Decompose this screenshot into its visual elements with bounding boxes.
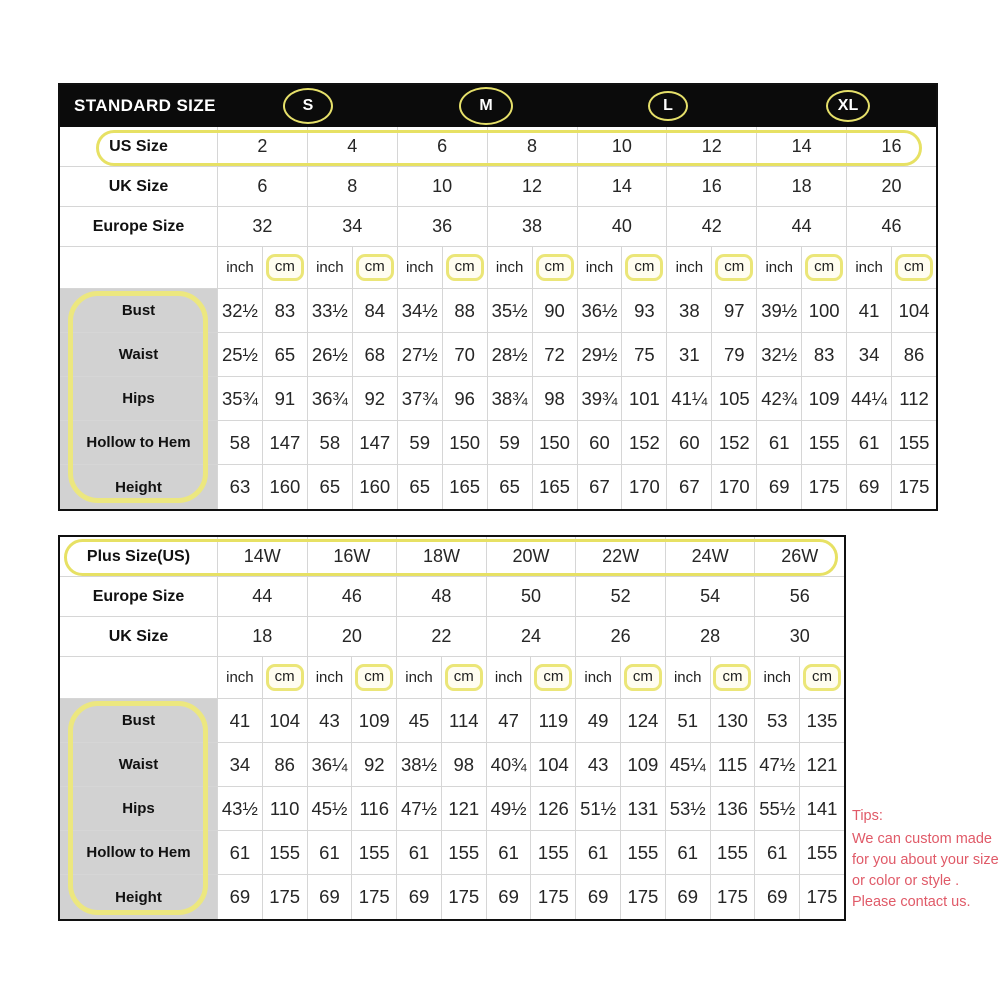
measurement-label: Hollow to Hem: [60, 421, 218, 464]
measurement-inch-value: 69: [218, 875, 263, 919]
measurement-cm-value: 72: [533, 333, 578, 376]
measurement-cm-value: 86: [263, 743, 308, 786]
measurement-row: [60, 289, 936, 333]
unit-inch-label: inch: [488, 247, 533, 288]
size-value: 14: [578, 167, 668, 206]
measurement-inch-value: 49½: [487, 787, 532, 830]
size-value: 6: [218, 167, 308, 206]
size-badge-m: M: [459, 87, 513, 125]
unit-cm-label: [352, 657, 397, 698]
measurement-cm-value: 160: [353, 465, 398, 509]
cm-highlight-box: cm: [805, 254, 843, 281]
measurement-inch-value: 38¾: [488, 377, 533, 420]
measurement-inch-value: 41¼: [667, 377, 712, 420]
measurement-inch-value: 59: [398, 421, 443, 464]
measurement-inch-value: 69: [308, 875, 353, 919]
measurement-cm-value: 101: [622, 377, 667, 420]
size-value: 44: [757, 207, 847, 246]
measurement-inch-value: 29½: [578, 333, 623, 376]
measurement-cm-value: 93: [622, 289, 667, 332]
measurement-cm-value: 175: [621, 875, 666, 919]
measurement-cm-value: 104: [263, 699, 308, 742]
unit-cm-label: [711, 657, 756, 698]
measurement-row: [60, 377, 936, 421]
size-value: 34: [308, 207, 398, 246]
size-value: 8: [488, 127, 578, 166]
measurement-inch-value: 36¼: [308, 743, 353, 786]
measurement-inch-value: 31: [667, 333, 712, 376]
measurement-cm-value: 119: [531, 699, 576, 742]
unit-cm-label: [533, 247, 578, 288]
measurement-cm-value: 155: [263, 831, 308, 874]
measurement-inch-value: 61: [397, 831, 442, 874]
measurement-inch-value: 37¾: [398, 377, 443, 420]
measurement-inch-value: 51½: [576, 787, 621, 830]
measurement-inch-value: 53½: [666, 787, 711, 830]
measurement-cm-value: 114: [442, 699, 487, 742]
unit-inch-label: inch: [578, 247, 623, 288]
measurement-cm-value: 104: [898, 299, 930, 321]
cm-highlight-box: cm: [356, 254, 394, 281]
measurement-inch-value: 58: [218, 421, 263, 464]
unit-cm-label: [531, 657, 576, 698]
measurement-cm-value: 130: [711, 699, 756, 742]
measurement-cm-value: 88: [443, 289, 488, 332]
size-value: 6: [398, 127, 488, 166]
measurement-row: [60, 333, 936, 377]
cm-highlight-box: cm: [534, 664, 572, 691]
plus-size-rows: [60, 537, 844, 919]
measurement-cm-value: 170: [712, 465, 757, 509]
measurement-inch-value: 61: [757, 421, 802, 464]
unit-cm-label: [712, 247, 757, 288]
unit-cm-label: [263, 247, 308, 288]
measurement-cm-value: 104: [531, 743, 576, 786]
measurement-cm-value: 170: [622, 465, 667, 509]
measurement-inch-value: 49: [576, 699, 621, 742]
measurement-inch-value: 61: [308, 831, 353, 874]
cm-highlight-box: cm: [713, 664, 751, 691]
size-row-label: Europe Size: [60, 207, 218, 246]
unit-row-blank: [60, 657, 218, 698]
size-badge-xl: XL: [826, 90, 870, 122]
measurement-cm-value: 100: [802, 289, 847, 332]
measurement-cm-value: 175: [806, 886, 838, 907]
unit-inch-label: inch: [397, 657, 442, 698]
measurement-cm-value: 131: [621, 787, 666, 830]
unit-inch-label: inch: [757, 247, 802, 288]
unit-cm-label: [263, 657, 308, 698]
measurement-cm-value: 68: [353, 333, 398, 376]
size-row: [60, 537, 844, 577]
measurement-inch-value: 44¼: [847, 377, 892, 420]
measurement-cm-value: 147: [263, 421, 308, 464]
measurement-cm-value: 65: [263, 333, 308, 376]
size-value: 16W: [308, 537, 398, 576]
cm-highlight-box: cm: [803, 664, 841, 691]
size-row-label: UK Size: [60, 617, 218, 656]
measurement-inch-value: 38: [667, 289, 712, 332]
measurement-cm-value: 121: [442, 787, 487, 830]
measurement-inch-value: 45: [397, 699, 442, 742]
size-value: 50: [487, 577, 577, 616]
measurement-inch-value: 43: [308, 699, 353, 742]
measurement-inch-value: 34: [847, 333, 892, 376]
measurement-cm-value: 109: [802, 377, 847, 420]
measurement-inch-value: 65: [308, 465, 353, 509]
size-value: 20: [308, 617, 398, 656]
measurement-cm-value: 175: [352, 875, 397, 919]
size-row: [60, 167, 936, 207]
measurement-cm-value: 155: [442, 831, 487, 874]
measurement-inch-value: 27½: [398, 333, 443, 376]
measurement-cm-value: 91: [263, 377, 308, 420]
measurement-inch-value: 42¾: [757, 377, 802, 420]
standard-size-title: STANDARD SIZE: [74, 96, 216, 115]
measurement-cm-value: 155: [621, 831, 666, 874]
size-value: 24: [487, 617, 577, 656]
unit-cm-label: [892, 247, 936, 288]
size-value: 22: [397, 617, 487, 656]
measurement-label: Bust: [60, 289, 218, 332]
measurement-cm-value: 92: [352, 743, 397, 786]
measurement-cm-value: 155: [898, 431, 930, 453]
measurement-cm-value: 84: [353, 289, 398, 332]
size-row-label: US Size: [60, 127, 218, 166]
measurement-inch-value: 65: [398, 465, 443, 509]
measurement-cm-value: 98: [533, 377, 578, 420]
measurement-cm-value: 135: [806, 709, 838, 731]
measurement-inch-value: 61: [755, 831, 800, 874]
measurement-cm-value: 175: [898, 476, 930, 497]
cm-highlight-box: cm: [624, 664, 662, 691]
size-value: 2: [218, 127, 308, 166]
measurement-inch-value: 51: [666, 699, 711, 742]
size-row-label: UK Size: [60, 167, 218, 206]
measurement-inch-value: 61: [487, 831, 532, 874]
measurement-cm-value: 115: [711, 743, 756, 786]
measurement-cm-value: 97: [712, 289, 757, 332]
cm-highlight-box: cm: [895, 254, 933, 281]
measurement-cm-value: 121: [806, 753, 838, 775]
size-value: 38: [488, 207, 578, 246]
size-value: 16: [667, 167, 757, 206]
measurement-row: [60, 831, 844, 875]
size-value: 24W: [666, 537, 756, 576]
measurement-cm-value: 90: [533, 289, 578, 332]
measurement-label: Bust: [60, 699, 218, 742]
unit-inch-label: inch: [308, 247, 353, 288]
measurement-inch-value: 69: [666, 875, 711, 919]
measurement-inch-value: 38½: [397, 743, 442, 786]
measurement-cm-value: 79: [712, 333, 757, 376]
measurement-inch-value: 41: [847, 289, 892, 332]
unit-inch-label: inch: [218, 247, 263, 288]
measurement-inch-value: 47½: [755, 743, 800, 786]
measurement-inch-value: 34: [218, 743, 263, 786]
size-value: 18: [757, 167, 847, 206]
tips-title: Tips:: [852, 808, 883, 824]
measurement-label: Hips: [60, 377, 218, 420]
measurement-inch-value: 61: [666, 831, 711, 874]
measurement-inch-value: 35¾: [218, 377, 263, 420]
standard-size-table: [58, 83, 938, 511]
cm-highlight-box: cm: [355, 664, 393, 691]
size-value: 52: [576, 577, 666, 616]
tips-line: Please contact us.: [852, 894, 971, 910]
measurement-cm-value: 155: [802, 421, 847, 464]
unit-row: [60, 657, 844, 699]
measurement-inch-value: 67: [667, 465, 712, 509]
size-value: 4: [308, 127, 398, 166]
size-badge-s: S: [283, 88, 333, 124]
tips-line: for you about your size: [852, 852, 999, 868]
measurement-cm-value: 109: [352, 699, 397, 742]
measurement-inch-value: 47: [487, 699, 532, 742]
unit-row-blank: [60, 247, 218, 288]
size-value: 32: [218, 207, 308, 246]
unit-cm-label: [622, 247, 667, 288]
size-value: 26W: [781, 546, 819, 566]
plus-size-table: [58, 535, 846, 921]
measurement-cm-value: 116: [352, 787, 397, 830]
measurement-cm-value: 160: [263, 465, 308, 509]
measurement-inch-value: 63: [218, 465, 263, 509]
measurement-cm-value: 110: [263, 787, 308, 830]
measurement-cm-value: 155: [352, 831, 397, 874]
unit-cm-label: [443, 247, 488, 288]
size-row: [60, 577, 844, 617]
size-value: 14W: [218, 537, 308, 576]
measurement-cm-value: 155: [806, 841, 838, 863]
measurement-cm-value: 83: [802, 333, 847, 376]
measurement-inch-value: 40¾: [487, 743, 532, 786]
size-value: 26: [576, 617, 666, 656]
size-value: 12: [488, 167, 578, 206]
standard-size-rows: [60, 127, 936, 509]
size-value: 46: [881, 216, 902, 236]
size-value: 48: [397, 577, 487, 616]
size-value: 18W: [397, 537, 487, 576]
measurement-inch-value: 35½: [488, 289, 533, 332]
tips-lines: [852, 829, 1000, 913]
measurement-cm-value: 136: [711, 787, 756, 830]
unit-inch-label: inch: [667, 247, 712, 288]
measurement-inch-value: 69: [576, 875, 621, 919]
measurement-inch-value: 32½: [757, 333, 802, 376]
measurement-cm-value: 155: [531, 831, 576, 874]
measurement-inch-value: 32½: [218, 289, 263, 332]
measurement-label: Hips: [60, 787, 218, 830]
size-row: [60, 617, 844, 657]
measurement-row: [60, 875, 844, 919]
size-value: 54: [666, 577, 756, 616]
measurement-cm-value: 83: [263, 289, 308, 332]
cm-highlight-box: cm: [715, 254, 753, 281]
size-value: 44: [218, 577, 308, 616]
measurement-inch-value: 36½: [578, 289, 623, 332]
measurement-inch-value: 69: [487, 875, 532, 919]
cm-highlight-box: cm: [445, 664, 483, 691]
measurement-inch-value: 55½: [755, 787, 800, 830]
size-value: 18: [218, 617, 308, 656]
measurement-cm-value: 96: [443, 377, 488, 420]
tips-line: or color or style .: [852, 873, 960, 889]
size-row-label: Plus Size(US): [60, 537, 218, 576]
measurement-label: Waist: [60, 743, 218, 786]
measurement-cm-value: 105: [712, 377, 757, 420]
size-value: 16: [881, 136, 902, 156]
cm-highlight-box: cm: [266, 254, 304, 281]
measurement-inch-value: 25½: [218, 333, 263, 376]
tips-note: [852, 806, 1000, 913]
size-badge-l: L: [648, 91, 688, 121]
measurement-inch-value: 43½: [218, 787, 263, 830]
measurement-inch-value: 36¾: [308, 377, 353, 420]
measurement-row: [60, 465, 936, 509]
measurement-cm-value: 147: [353, 421, 398, 464]
measurement-inch-value: 67: [578, 465, 623, 509]
size-value: 10: [398, 167, 488, 206]
measurement-inch-value: 53: [755, 699, 800, 742]
measurement-cm-value: 175: [802, 465, 847, 509]
measurement-inch-value: 34½: [398, 289, 443, 332]
measurement-label: Hollow to Hem: [60, 831, 218, 874]
measurement-inch-value: 60: [578, 421, 623, 464]
size-row-label: Europe Size: [60, 577, 218, 616]
measurement-inch-value: 39½: [757, 289, 802, 332]
unit-cm-label: [353, 247, 398, 288]
size-value: 20W: [487, 537, 577, 576]
size-value: 56: [789, 586, 810, 606]
measurement-cm-value: 150: [443, 421, 488, 464]
measurement-cm-value: 70: [443, 333, 488, 376]
size-row: [60, 127, 936, 167]
measurement-cm-value: 75: [622, 333, 667, 376]
unit-inch-label: inch: [576, 657, 621, 698]
measurement-inch-value: 26½: [308, 333, 353, 376]
unit-inch-label: inch: [847, 247, 892, 288]
cm-highlight-box: cm: [536, 254, 574, 281]
measurement-inch-value: 41: [218, 699, 263, 742]
measurement-cm-value: 150: [533, 421, 578, 464]
measurement-cm-value: 98: [442, 743, 487, 786]
measurement-inch-value: 69: [757, 465, 802, 509]
size-row: [60, 207, 936, 247]
measurement-inch-value: 39¾: [578, 377, 623, 420]
measurement-inch-value: 69: [397, 875, 442, 919]
measurement-cm-value: 112: [899, 387, 929, 409]
size-value: 10: [578, 127, 668, 166]
measurement-cm-value: 141: [806, 797, 838, 819]
unit-cm-label: [800, 657, 844, 698]
cm-highlight-box: cm: [446, 254, 484, 281]
measurement-cm-value: 165: [443, 465, 488, 509]
measurement-inch-value: 61: [847, 421, 892, 464]
measurement-row: [60, 743, 844, 787]
measurement-inch-value: 69: [755, 875, 800, 919]
measurement-cm-value: 165: [533, 465, 578, 509]
unit-cm-label: [621, 657, 666, 698]
measurement-cm-value: 86: [903, 343, 925, 365]
cm-highlight-box: cm: [625, 254, 663, 281]
size-value: 28: [666, 617, 756, 656]
size-value: 30: [789, 626, 810, 646]
tips-line: We can custom made: [852, 831, 992, 847]
cm-highlight-box: cm: [266, 664, 304, 691]
unit-row: [60, 247, 936, 289]
measurement-cm-value: 175: [442, 875, 487, 919]
measurement-cm-value: 124: [621, 699, 666, 742]
measurement-inch-value: 47½: [397, 787, 442, 830]
measurement-cm-value: 152: [622, 421, 667, 464]
unit-cm-label: [802, 247, 847, 288]
measurement-inch-value: 45½: [308, 787, 353, 830]
measurement-inch-value: 59: [488, 421, 533, 464]
measurement-cm-value: 152: [712, 421, 757, 464]
size-value: 22W: [576, 537, 666, 576]
measurement-cm-value: 92: [353, 377, 398, 420]
measurement-cm-value: 155: [711, 831, 756, 874]
measurement-cm-value: 175: [263, 875, 308, 919]
measurement-cm-value: 126: [531, 787, 576, 830]
size-value: 46: [308, 577, 398, 616]
measurement-inch-value: 45¼: [666, 743, 711, 786]
measurement-label: Waist: [60, 333, 218, 376]
measurement-row: [60, 421, 936, 465]
measurement-row: [60, 699, 844, 743]
measurement-inch-value: 28½: [488, 333, 533, 376]
measurement-label: Height: [60, 875, 218, 919]
measurement-label: Height: [60, 465, 218, 509]
size-value: 42: [667, 207, 757, 246]
measurement-row: [60, 787, 844, 831]
unit-inch-label: inch: [487, 657, 532, 698]
measurement-inch-value: 33½: [308, 289, 353, 332]
size-value: 12: [667, 127, 757, 166]
size-value: 36: [398, 207, 488, 246]
measurement-inch-value: 60: [667, 421, 712, 464]
size-value: 8: [308, 167, 398, 206]
unit-cm-label: [442, 657, 487, 698]
unit-inch-label: inch: [666, 657, 711, 698]
standard-size-header: [60, 85, 936, 127]
unit-inch-label: inch: [755, 657, 800, 698]
measurement-inch-value: 61: [576, 831, 621, 874]
unit-inch-label: inch: [398, 247, 443, 288]
measurement-inch-value: 69: [847, 465, 892, 509]
size-value: 40: [578, 207, 668, 246]
measurement-inch-value: 43: [576, 743, 621, 786]
unit-inch-label: inch: [218, 657, 263, 698]
measurement-inch-value: 61: [218, 831, 263, 874]
measurement-cm-value: 175: [531, 875, 576, 919]
size-value: 20: [881, 176, 902, 196]
measurement-cm-value: 175: [711, 875, 756, 919]
unit-inch-label: inch: [308, 657, 353, 698]
measurement-cm-value: 109: [621, 743, 666, 786]
measurement-inch-value: 65: [488, 465, 533, 509]
size-value: 14: [757, 127, 847, 166]
measurement-inch-value: 58: [308, 421, 353, 464]
